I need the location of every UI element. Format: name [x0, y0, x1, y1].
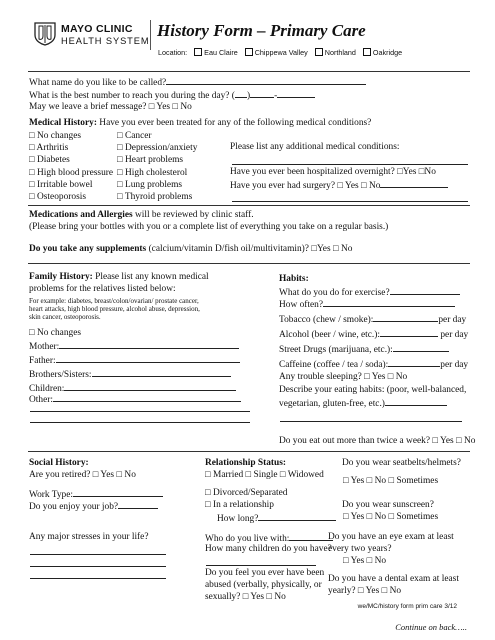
- relationship-options-row1[interactable]: □ Married □ Single □ Widowed: [205, 470, 324, 480]
- seatbelts-options[interactable]: □ Yes □ No □ Sometimes: [343, 476, 439, 486]
- surgery-details-field[interactable]: [380, 179, 448, 188]
- stresses-field-3[interactable]: [30, 578, 166, 579]
- additional-conditions-field[interactable]: [232, 164, 468, 165]
- family-no-changes-checkbox[interactable]: □ No changes: [29, 328, 82, 338]
- condition-high-blood-pressure[interactable]: □ High blood pressure: [29, 167, 114, 178]
- family-father-row: Father:: [29, 354, 240, 368]
- section-divider: [28, 451, 470, 452]
- dental-exam-question: Do you have a dental exam at least: [328, 574, 459, 584]
- seatbelts-question: Do you wear seatbelts/helmets?: [342, 458, 461, 468]
- family-history-header: Family History: Please list any known medical: [29, 272, 209, 282]
- street-drugs-field[interactable]: [393, 343, 449, 352]
- alcohol-field[interactable]: [380, 328, 438, 337]
- mother-field[interactable]: [59, 340, 239, 349]
- father-field[interactable]: [56, 354, 240, 363]
- stresses-field-2[interactable]: [30, 566, 166, 567]
- location-label: Location:: [158, 48, 188, 57]
- condition-no-changes[interactable]: □ No changes: [29, 131, 82, 141]
- location-option-oakridge: Oakridge: [372, 48, 403, 57]
- question-hospitalized[interactable]: Have you ever been hospitalized overnight? □Yes □No: [230, 167, 436, 177]
- logo-text-mayo-clinic: MAYO CLINIC: [61, 23, 133, 35]
- condition-cancer[interactable]: □ Cancer: [117, 131, 152, 141]
- condition-irritable-bowel[interactable]: □ Irritable bowel: [29, 179, 93, 190]
- condition-heart-problems[interactable]: □ Heart problems: [117, 155, 184, 166]
- family-children-row: Children:: [29, 382, 236, 396]
- habit-exercise-row: What do you do for exercise?: [279, 286, 460, 300]
- other-relatives-field[interactable]: [53, 393, 241, 402]
- phone-line-field[interactable]: [277, 89, 315, 98]
- phone-prefix-field[interactable]: [250, 89, 274, 98]
- live-with-row: Who do you live with:: [205, 532, 333, 546]
- condition-diabetes[interactable]: □ Diabetes: [29, 155, 70, 166]
- condition-high-cholesterol[interactable]: □ High cholesterol: [117, 167, 188, 178]
- family-history-heading: Family History:: [29, 272, 93, 282]
- abuse-question-line2: abused (verbally, physically, or: [205, 580, 322, 590]
- family-mother-row: Mother:: [29, 340, 239, 354]
- eating-habits-field[interactable]: [385, 397, 447, 406]
- medical-history-header: [29, 118, 371, 130]
- condition-thyroid-problems[interactable]: □ Thyroid problems: [117, 192, 193, 203]
- medications-heading: Medications and Allergies: [29, 210, 133, 220]
- eye-exam-question: Do you have an eye exam at least: [328, 532, 454, 542]
- exercise-field[interactable]: [390, 286, 460, 295]
- sunscreen-question: Do you wear sunscreen?: [342, 500, 434, 510]
- habit-alcohol-row: Alcohol (beer / wine, etc.): per day: [279, 330, 469, 340]
- question-leave-message[interactable]: May we leave a brief message? □ Yes □ No: [29, 102, 192, 112]
- habit-drugs-row: Street Drugs (marijuana, etc.):: [279, 343, 449, 357]
- medical-history-heading: Medical History:: [29, 118, 97, 128]
- family-history-examples: For example: diabetes, breast/colon/ovarian/ prostate cancer, heart attacks, high blood pressure, alcohol abuse, depression, skin cancer, osteoporosis.: [29, 297, 200, 322]
- location-checkbox-chippewa-valley[interactable]: [245, 48, 253, 56]
- work-type-row: Work Type:: [29, 488, 163, 502]
- relationship-option-in-relationship[interactable]: □ In a relationship: [205, 500, 274, 510]
- habit-frequency-row: How often?: [279, 298, 455, 312]
- family-history-prompt: problems for the relatives listed below:: [29, 284, 176, 294]
- medical-conditions-col2: [117, 130, 197, 203]
- siblings-field[interactable]: [92, 368, 231, 377]
- medical-history-prompt: Have you ever been treated for any of the following medical conditions?: [99, 118, 372, 128]
- form-title: History Form – Primary Care: [157, 21, 366, 40]
- stresses-field-1[interactable]: [30, 554, 166, 555]
- section-divider: [28, 263, 470, 264]
- section-divider: [28, 71, 470, 72]
- social-history-heading: Social History:: [29, 458, 89, 468]
- enjoy-job-row: Do you enjoy your job?: [29, 500, 158, 514]
- question-preferred-name: What name do you like to be called?: [29, 76, 366, 90]
- family-other-row: Other:: [29, 393, 241, 407]
- medical-conditions-col1: [29, 130, 113, 203]
- other-relatives-field-3[interactable]: [30, 422, 250, 423]
- location-option-eau-claire: Eau Claire: [204, 48, 238, 57]
- relationship-option-divorced[interactable]: □ Divorced/Separated: [205, 488, 288, 498]
- eating-habits-field-2[interactable]: [280, 421, 462, 422]
- surgery-details-field-2[interactable]: [232, 201, 468, 202]
- abuse-question-line1: Do you feel you ever have been: [205, 568, 325, 578]
- exercise-frequency-field[interactable]: [323, 298, 455, 307]
- eye-exam-options[interactable]: □ Yes □ No: [343, 556, 387, 566]
- children-count-field[interactable]: [206, 565, 316, 566]
- location-checkbox-northland[interactable]: [315, 48, 323, 56]
- tobacco-field[interactable]: [373, 313, 438, 322]
- dental-exam-options[interactable]: yearly? □ Yes □ No: [328, 586, 402, 596]
- abuse-question-options[interactable]: sexually? □ Yes □ No: [205, 592, 286, 602]
- mayo-clinic-shield-logo: [34, 22, 56, 46]
- preferred-name-field[interactable]: [166, 76, 366, 85]
- children-field[interactable]: [64, 382, 236, 391]
- children-count-label: How many children do you have?: [205, 544, 332, 554]
- habits-heading: Habits:: [279, 274, 309, 284]
- other-relatives-field-2[interactable]: [30, 411, 250, 412]
- question-supplements[interactable]: Do you take any supplements (calcium/vitamin D/fish oil/multivitamin)? □Yes □ No: [29, 244, 353, 254]
- medications-instructions: (Please bring your bottles with you or a complete list of everything you take on a regular basis.): [29, 222, 389, 232]
- eating-habits-label: Describe your eating habits: (poor, well-balanced,: [279, 385, 467, 395]
- relationship-length-field[interactable]: [258, 512, 336, 521]
- habit-caffeine-row: Caffeine (coffee / tea / soda): per day: [279, 360, 469, 370]
- question-day-phone: What is the best number to reach you during the day? ( ) -: [29, 89, 315, 103]
- medications-notice: Medications and Allergies will be reviewed by clinic staff.: [29, 210, 254, 220]
- condition-osteoporosis[interactable]: □ Osteoporosis: [29, 192, 86, 203]
- condition-lung-problems[interactable]: □ Lung problems: [117, 179, 183, 190]
- question-trouble-sleeping[interactable]: Any trouble sleeping? □ Yes □ No: [279, 372, 408, 382]
- phone-area-code-field[interactable]: [235, 89, 247, 98]
- question-eat-out[interactable]: Do you eat out more than twice a week? □ Yes □ No: [279, 436, 476, 446]
- family-siblings-row: Brothers/Sisters:: [29, 368, 231, 382]
- condition-depression-anxiety[interactable]: □ Depression/anxiety: [117, 143, 198, 154]
- location-row: [158, 48, 402, 57]
- form-code: we/MC/history form prim care 3/12: [357, 603, 457, 610]
- caffeine-field[interactable]: [388, 358, 440, 367]
- sunscreen-options[interactable]: □ Yes □ No □ Sometimes: [343, 512, 439, 522]
- live-with-field[interactable]: [289, 532, 333, 541]
- location-option-northland: Northland: [324, 48, 356, 57]
- eye-exam-question-2: every two years?: [328, 544, 392, 554]
- logo-text-health-system: HEALTH SYSTEM: [61, 36, 150, 46]
- major-stresses-label: Any major stresses in your life?: [29, 532, 149, 542]
- condition-arthritis[interactable]: □ Arthritis: [29, 143, 69, 154]
- location-option-chippewa-valley: Chippewa Valley: [254, 48, 308, 57]
- location-checkbox-oakridge[interactable]: [363, 48, 371, 56]
- habit-tobacco-row: Tobacco (chew / smoke): per day: [279, 315, 467, 325]
- question-surgery: Have you ever had surgery? □ Yes □ No: [230, 179, 448, 193]
- additional-conditions-label: Please list any additional medical conditions:: [230, 142, 400, 152]
- section-divider: [28, 205, 470, 206]
- location-checkbox-eau-claire[interactable]: [194, 48, 202, 56]
- work-type-field[interactable]: [73, 488, 163, 497]
- eating-habits-row: vegetarian, gluten-free, etc.): [279, 397, 447, 411]
- continue-on-back: Continue on back…..: [395, 622, 467, 632]
- question-retired[interactable]: Are you retired? □ Yes □ No: [29, 470, 136, 480]
- enjoy-job-field[interactable]: [118, 500, 158, 509]
- relationship-status-heading: Relationship Status:: [205, 458, 287, 468]
- relationship-how-long-row: How long?: [217, 512, 336, 526]
- header-divider: [150, 20, 151, 50]
